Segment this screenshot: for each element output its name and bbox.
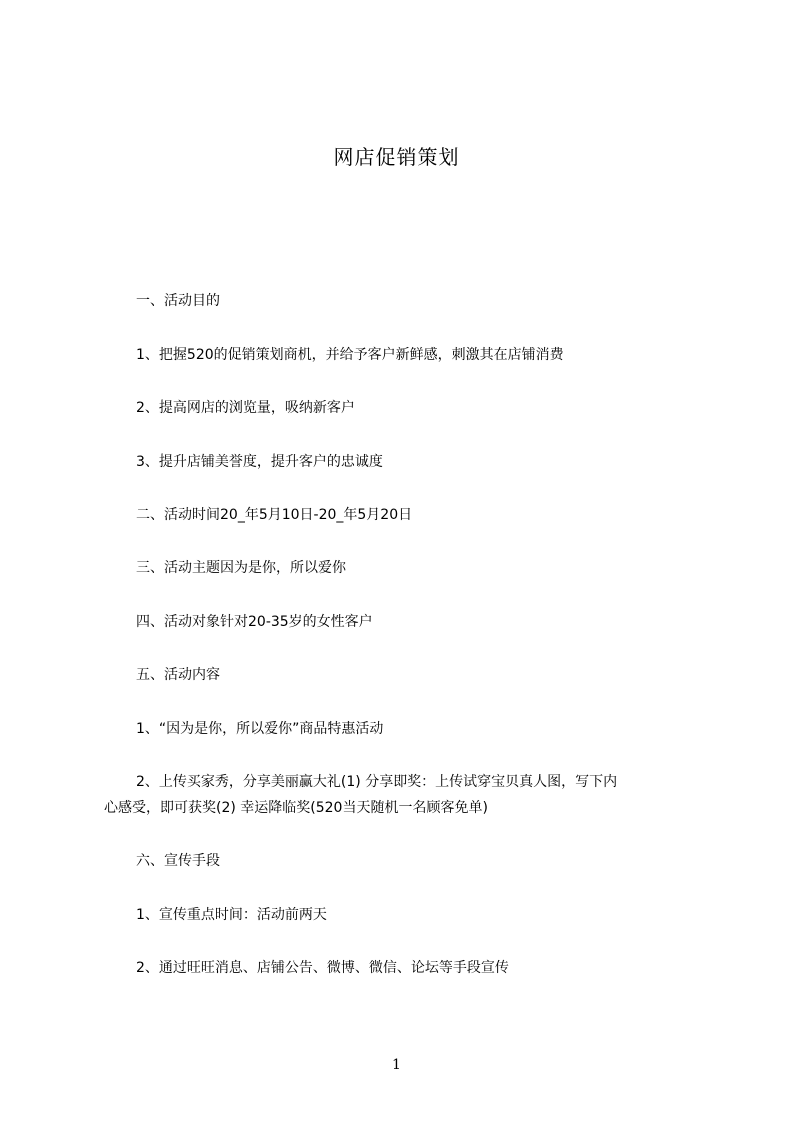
section-heading-audience: 四、活动对象针对20-35岁的女性客户: [136, 614, 373, 630]
section-heading-time: 二、活动时间20_年5月10日-20_年5月20日: [136, 507, 413, 523]
section-heading-theme: 三、活动主题因为是你，所以爱你: [136, 560, 346, 576]
document-title: 网店促销策划: [333, 145, 460, 169]
section-heading-promotion: 六、宣传手段: [136, 853, 220, 869]
purpose-item-3: 3、提升店铺美誉度，提升客户的忠诚度: [136, 454, 383, 470]
section-heading-content: 五、活动内容: [136, 667, 220, 683]
page-number: 1: [392, 1057, 401, 1073]
content-item-2-line-2: 心感受，即可获奖(2) 幸运降临奖(520当天随机一名顾客免单): [104, 800, 488, 816]
purpose-item-1: 1、把握520的促销策划商机，并给予客户新鲜感，刺激其在店铺消费: [136, 347, 564, 363]
content-item-2-line-1: 2、上传买家秀，分享美丽赢大礼(1) 分享即奖：上传试穿宝贝真人图，写下内: [136, 774, 618, 790]
content-item-2-paragraph: [104, 769, 704, 821]
content-item-1: 1、“因为是你，所以爱你”商品特惠活动: [136, 721, 384, 737]
purpose-item-2: 2、提高网店的浏览量，吸纳新客户: [136, 400, 355, 416]
promotion-item-2: 2、通过旺旺消息、店铺公告、微博、微信、论坛等手段宣传: [136, 960, 509, 976]
section-heading-purpose: 一、活动目的: [136, 293, 220, 309]
promotion-item-1: 1、宣传重点时间：活动前两天: [136, 907, 327, 923]
